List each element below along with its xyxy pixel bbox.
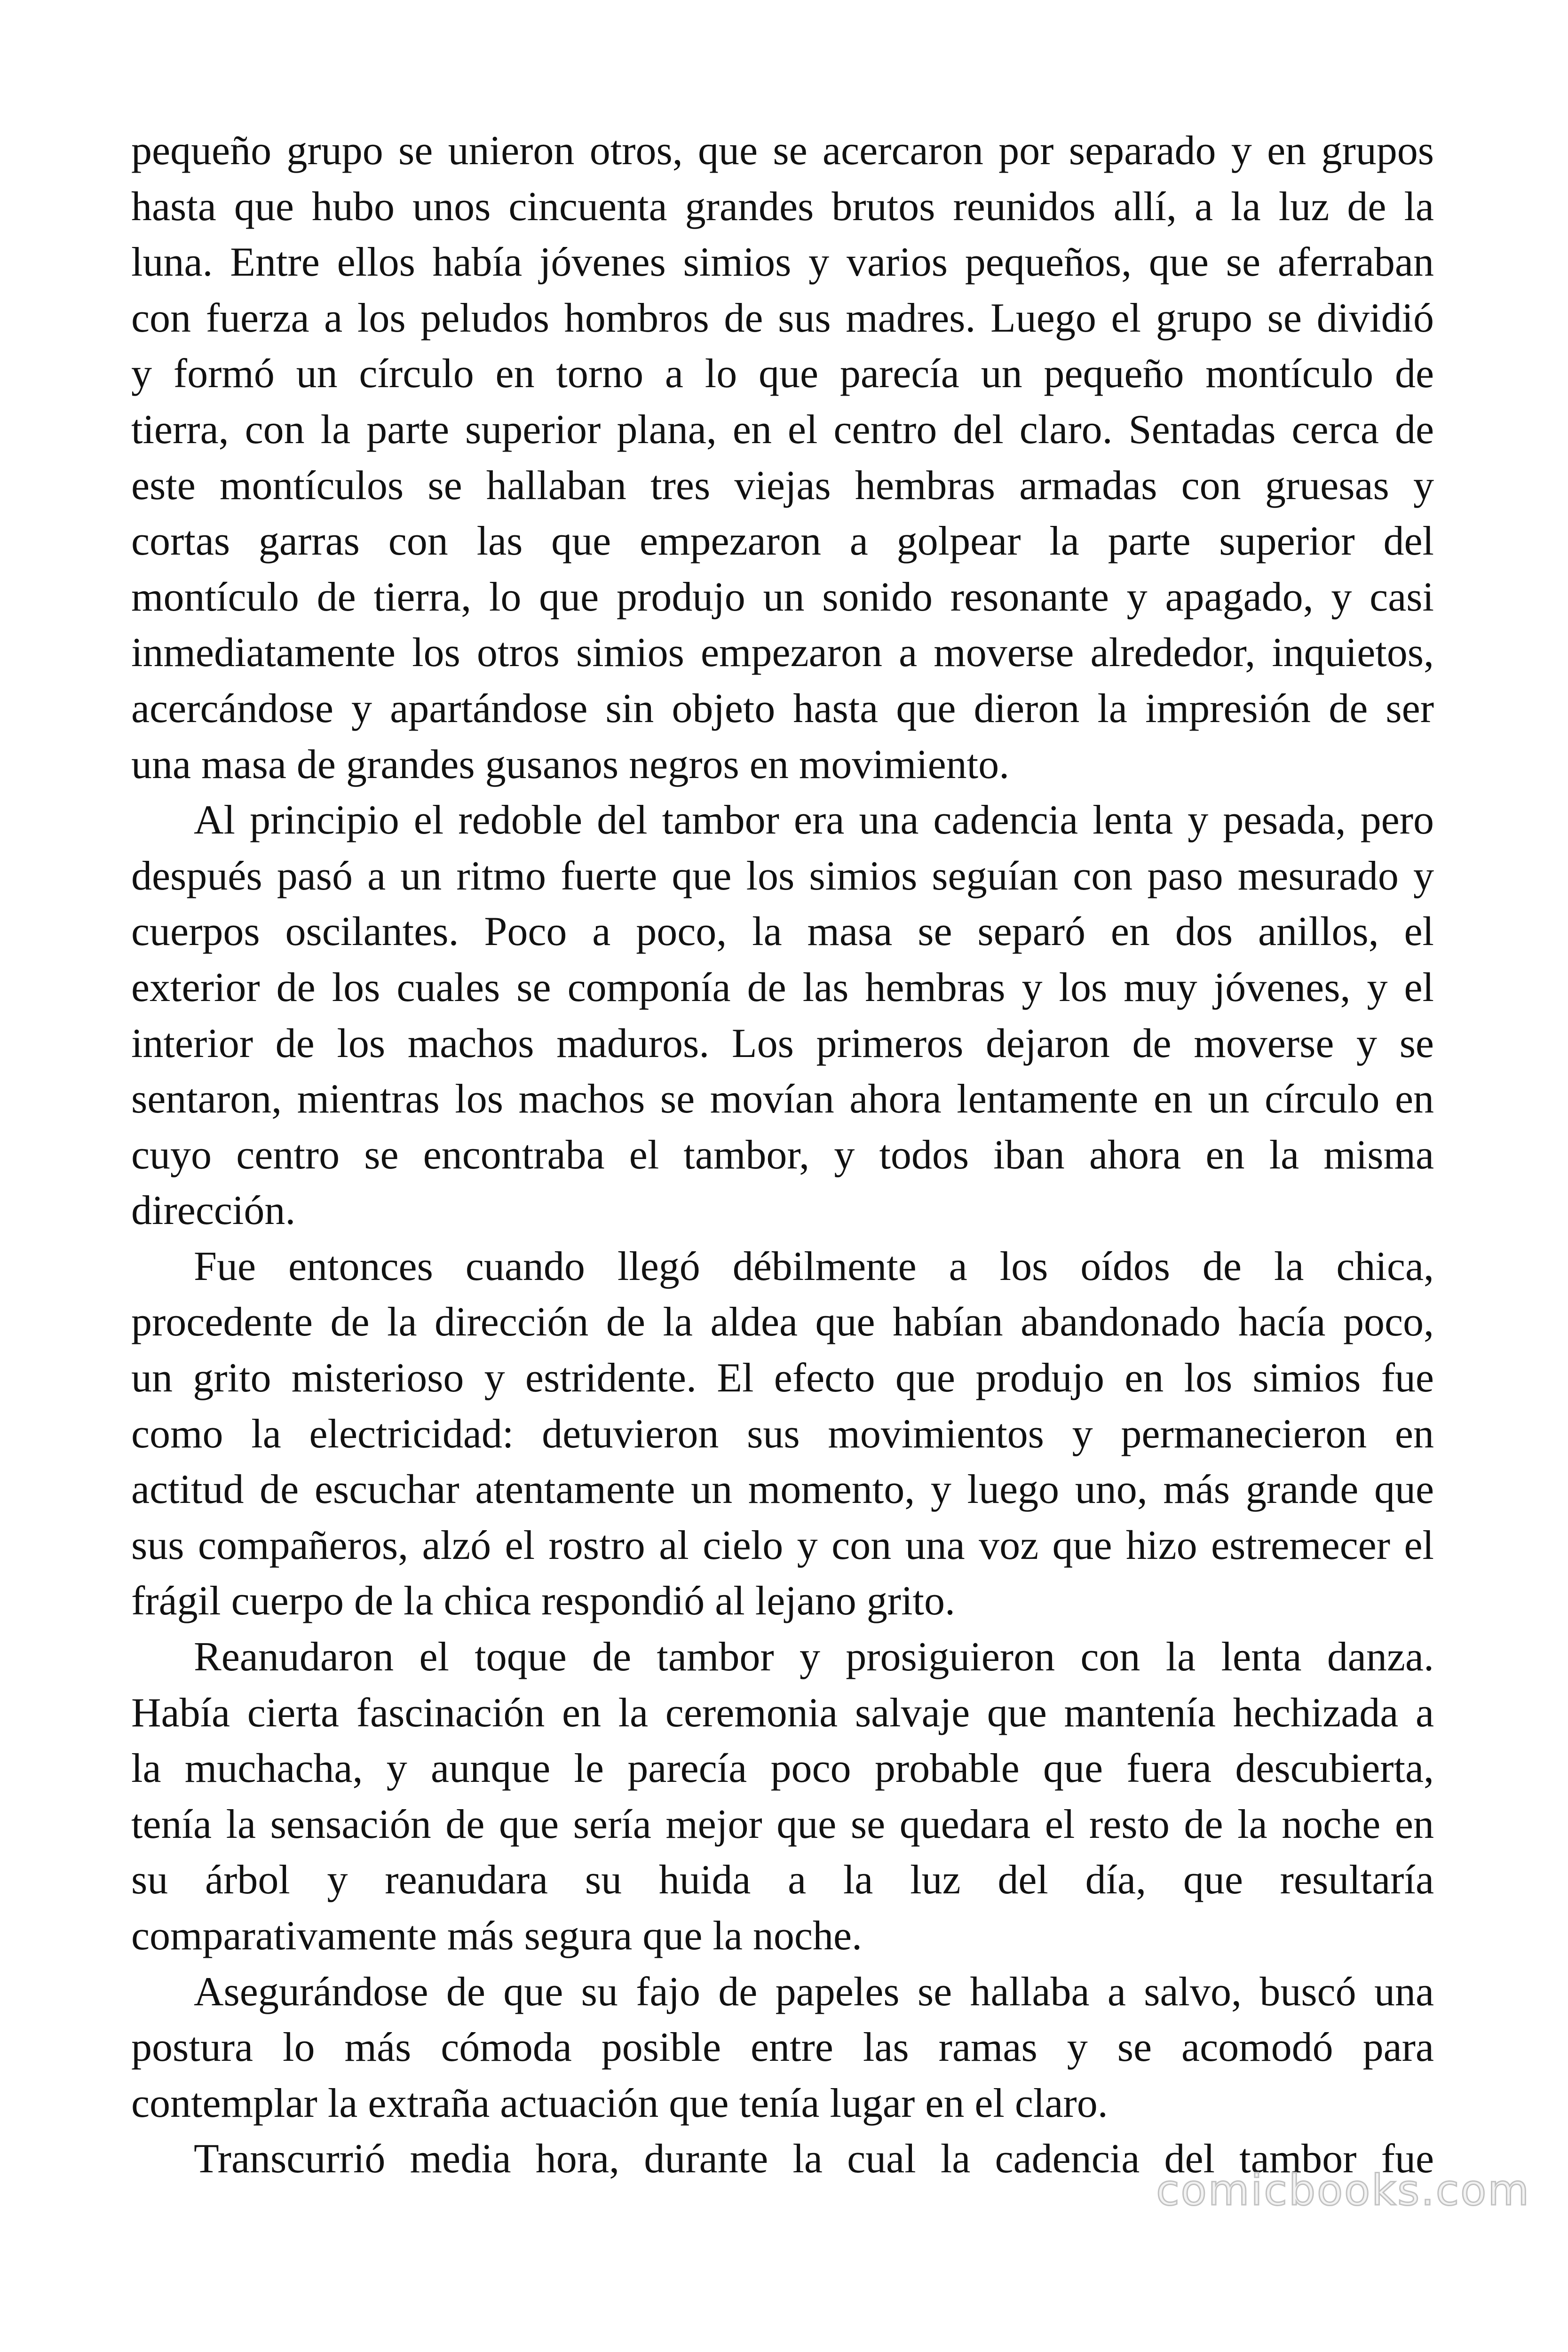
text-line: luna. Entre ellos había jóvenes simios y varios pequeños, que se aferraban <box>131 239 1434 286</box>
text-line: inmediatamente los otros simios empezaron a moverse alrededor, inquietos, <box>131 630 1434 676</box>
paragraph <box>131 1629 1434 1964</box>
text-line: Había cierta fascinación en la ceremonia salvaje que mantenía hechizada a <box>131 1690 1434 1736</box>
text-line: cuyo centro se encontraba el tambor, y todos iban ahora en la misma <box>131 1132 1434 1178</box>
watermark-logo: comicbooks.com <box>1156 2166 1530 2215</box>
text-line: una masa de grandes gusanos negros en movimiento. <box>131 741 1010 787</box>
text-line: frágil cuerpo de la chica respondió al lejano grito. <box>131 1578 955 1624</box>
text-line: contemplar la extraña actuación que tenía lugar en el claro. <box>131 2080 1108 2126</box>
paragraph <box>131 1964 1434 2132</box>
text-line: y formó un círculo en torno a lo que parecía un pequeño montículo de <box>131 351 1434 397</box>
text-line: comparativamente más segura que la noche. <box>131 1913 863 1959</box>
text-line: procedente de la dirección de la aldea que habían abandonado hacía poco, <box>131 1299 1434 1345</box>
text-line: hasta que hubo unos cincuenta grandes brutos reunidos allí, a la luz de la <box>131 183 1434 230</box>
text-line: cortas garras con las que empezaron a golpear la parte superior del <box>131 518 1434 564</box>
text-line: exterior de los cuales se componía de las hembras y los muy jóvenes, y el <box>131 964 1434 1010</box>
paragraph <box>131 793 1434 1239</box>
text-line: montículo de tierra, lo que produjo un sonido resonante y apagado, y casi <box>131 574 1434 620</box>
text-line: Asegurándose de que su fajo de papeles se hallaba a salvo, buscó una <box>194 1969 1434 2015</box>
text-line: acercándose y apartándose sin objeto hasta que dieron la impresión de ser <box>131 685 1434 731</box>
text-line: Transcurrió media hora, durante la cual la cadencia del tambor fue <box>194 2136 1434 2182</box>
text-line: pequeño grupo se unieron otros, que se acercaron por separado y en grupos <box>131 128 1434 174</box>
text-line: interior de los machos maduros. Los primeros dejaron de moverse y se <box>131 1020 1434 1066</box>
text-line: después pasó a un ritmo fuerte que los simios seguían con paso mesurado y <box>131 853 1434 899</box>
text-line: postura lo más cómoda posible entre las ramas y se acomodó para <box>131 2025 1434 2071</box>
text-line: como la electricidad: detuvieron sus movimientos y permanecieron en <box>131 1411 1434 1457</box>
text-line: Fue entonces cuando llegó débilmente a los oídos de la chica, <box>194 1243 1434 1289</box>
text-line: Reanudaron el toque de tambor y prosiguieron con la lenta danza. <box>194 1634 1434 1680</box>
text-line: un grito misterioso y estridente. El efecto que produjo en los simios fue <box>131 1355 1434 1401</box>
text-line: sentaron, mientras los machos se movían ahora lentamente en un círculo en <box>131 1076 1434 1122</box>
text-line: tierra, con la parte superior plana, en el centro del claro. Sentadas cerca de <box>131 406 1434 453</box>
text-line: con fuerza a los peludos hombros de sus madres. Luego el grupo se dividió <box>131 295 1434 341</box>
text-line: su árbol y reanudara su huida a la luz del día, que resultaría <box>131 1857 1434 1903</box>
text-line: este montículos se hallaban tres viejas hembras armadas con gruesas y <box>131 462 1434 509</box>
text-line: tenía la sensación de que sería mejor que se quedara el resto de la noche en <box>131 1801 1434 1847</box>
text-line: sus compañeros, alzó el rostro al cielo y con una voz que hizo estremecer el <box>131 1522 1434 1568</box>
text-line: cuerpos oscilantes. Poco a poco, la masa se separó en dos anillos, el <box>131 909 1434 955</box>
text-line: actitud de escuchar atentamente un momento, y luego uno, más grande que <box>131 1467 1434 1513</box>
body-text <box>131 123 1434 2187</box>
text-line: Al principio el redoble del tambor era una cadencia lenta y pesada, pero <box>194 797 1434 843</box>
text-line: dirección. <box>131 1188 296 1234</box>
paragraph <box>131 1239 1434 1629</box>
text-line: la muchacha, y aunque le parecía poco probable que fuera descubierta, <box>131 1746 1434 1792</box>
paragraph <box>131 123 1434 793</box>
